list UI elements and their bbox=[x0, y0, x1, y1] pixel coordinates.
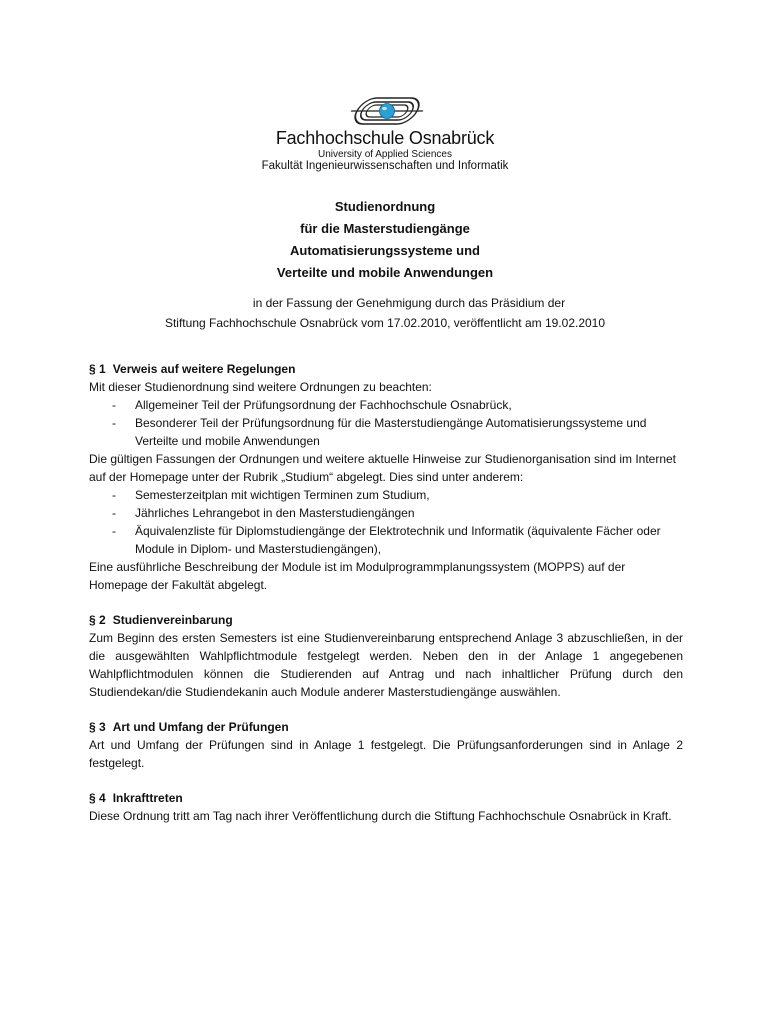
section-heading bbox=[89, 611, 683, 629]
section-number: § 4 bbox=[89, 791, 106, 805]
section-title: Verweis auf weitere Regelungen bbox=[112, 362, 296, 376]
section-number: § 3 bbox=[89, 720, 106, 734]
paragraph: Die gültigen Fassungen der Ordnungen und weitere aktuelle Hinweise zur Studienorganisation sind im Internet auf der Homepage unter der Rubrik „Studium“ abgelegt. Dies sind unter anderem: bbox=[89, 452, 677, 484]
section-title: Art und Umfang der Prüfungen bbox=[112, 720, 289, 734]
list-item: - Allgemeiner Teil der Prüfungsordnung der Fachhochschule Osnabrück, bbox=[89, 396, 683, 414]
section-4 bbox=[89, 789, 683, 825]
section-heading bbox=[89, 360, 683, 378]
section-title: Inkrafttreten bbox=[112, 791, 183, 805]
paragraph: Mit dieser Studienordnung sind weitere Ordnungen zu beachten: bbox=[89, 380, 432, 394]
section-title: Studienvereinbarung bbox=[112, 613, 233, 627]
paragraph: Eine ausführliche Beschreibung der Module ist im Modulprogrammplanungssystem (MOPPS) auf der Homepage der Fakultät abgelegt. bbox=[89, 560, 626, 592]
list-item: - Jährliches Lehrangebot in den Masterstudiengängen bbox=[89, 504, 683, 522]
title-line: Automatisierungssysteme und bbox=[290, 243, 480, 258]
document-body bbox=[89, 360, 683, 842]
section-heading bbox=[89, 789, 683, 807]
paragraph: Diese Ordnung tritt am Tag nach ihrer Veröffentlichung durch die Stiftung Fachhochschule Osnabrück in Kraft. bbox=[89, 809, 672, 823]
title-line: Verteilte und mobile Anwendungen bbox=[276, 265, 494, 280]
approval-line: Stiftung Fachhochschule Osnabrück vom 17.02.2010, veröffentlicht am 19.02.2010 bbox=[164, 316, 606, 330]
title-line: für die Masterstudiengänge bbox=[300, 221, 470, 236]
section-1 bbox=[89, 360, 683, 594]
section-number: § 2 bbox=[89, 613, 106, 627]
title-line: Studienordnung bbox=[334, 199, 436, 214]
section-number: § 1 bbox=[89, 362, 106, 376]
institution-name: Fachhochschule Osnabrück bbox=[275, 128, 495, 148]
approval-note bbox=[0, 293, 770, 333]
faculty-name: Fakultät Ingenieurwissenschaften und Informatik bbox=[261, 160, 509, 172]
regulation-list bbox=[89, 396, 683, 450]
section-2 bbox=[89, 611, 683, 701]
list-item: - Semesterzeitplan mit wichtigen Terminen zum Studium, bbox=[89, 486, 683, 504]
paragraph: Zum Beginn des ersten Semesters ist eine Studienvereinbarung entsprechend Anlage 3 abzuschließen, in der die ausgewählten Wahlpflichtmodule festgelegt werden. Neben den in der Anlage 1 angegebenen Wahlpflichtmodulen können die Studierenden auf Antrag und nach inhaltlicher Prüfung durch den Studiendekan/die Studiendekanin auch Module anderer Masterstudiengänge auswählen. bbox=[89, 631, 683, 699]
document-title bbox=[0, 196, 770, 284]
paragraph: Art und Umfang der Prüfungen sind in Anlage 1 festgelegt. Die Prüfungsanforderungen sind in Anlage 2 festgelegt. bbox=[89, 738, 683, 770]
list-item: - Äquivalenzliste für Diplomstudiengänge der Elektrotechnik und Informatik (äquivalente Fächer oder Module in Diplom- und Masterstudiengängen), bbox=[89, 522, 683, 558]
institution-subtitle: University of Applied Sciences bbox=[318, 149, 452, 160]
approval-line: in der Fassung der Genehmigung durch das Präsidium der bbox=[252, 296, 566, 310]
section-heading bbox=[89, 718, 683, 736]
homepage-list bbox=[89, 486, 683, 558]
list-item: - Besonderer Teil der Prüfungsordnung für die Masterstudiengänge Automatisierungssysteme und Verteilte und mobile Anwendungen bbox=[89, 414, 683, 450]
section-3 bbox=[89, 718, 683, 772]
